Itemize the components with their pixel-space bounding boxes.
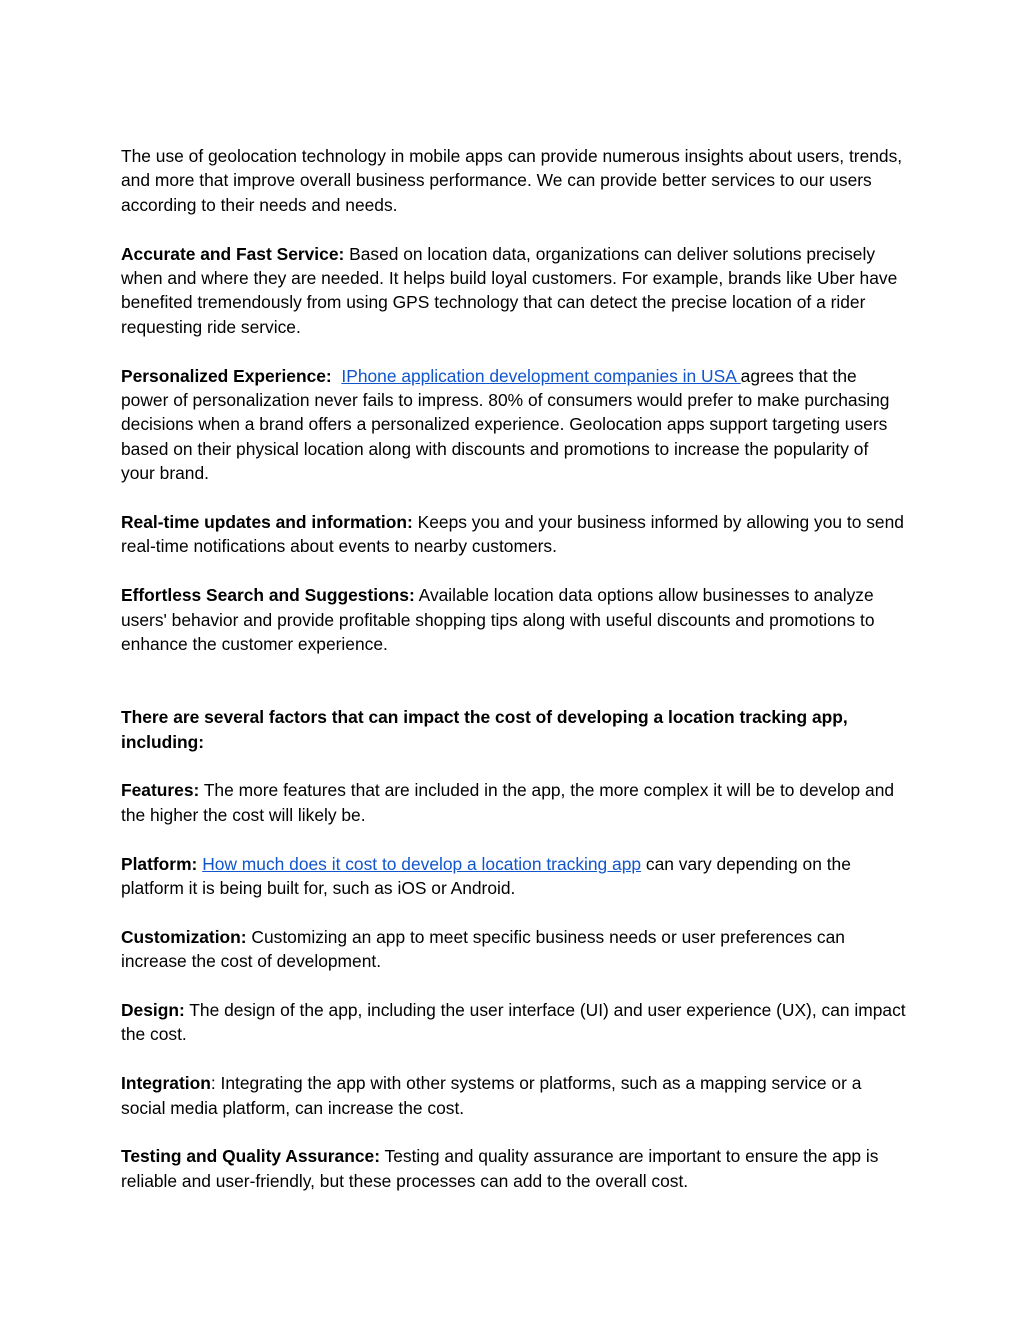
features-paragraph <box>121 778 906 827</box>
accurate-service-text: Based on location data, organizations can deliver solutions precisely when and where they are needed. It helps build loyal customers. For example, brands like Uber have benefited tremendously from using GPS technology that can detect the precise location of a rider requesting ride service. <box>121 243 898 337</box>
realtime-updates-paragraph <box>121 510 906 559</box>
effortless-search-paragraph <box>121 583 906 656</box>
platform-text: can vary depending on the platform it is being built for, such as iOS or Android. <box>121 853 851 899</box>
testing-text: Testing and quality assurance are important to ensure the app is reliable and user-friendly, but these processes can add to the overall cost. <box>121 1146 879 1191</box>
personalized-experience-text: agrees that the power of personalization never fails to impress. 80% of consumers would prefer to make purchasing decisions when a brand offers a personalized experience. Geolocation apps support targeting users based on their physical location along with discounts and promotions to increase the popularity of your brand. <box>121 365 890 484</box>
integration-term: Integration <box>121 1073 211 1094</box>
realtime-updates-term: Real-time updates and information: <box>121 512 413 533</box>
location-app-cost-link[interactable]: How much does it cost to develop a location tracking app <box>202 853 642 874</box>
personalized-experience-paragraph <box>121 364 906 486</box>
realtime-updates-text: Keeps you and your business informed by allowing you to send real-time notifications about events to nearby customers. <box>121 512 904 557</box>
platform-term: Platform: <box>121 853 198 874</box>
integration-paragraph <box>121 1071 906 1120</box>
customization-text: Customizing an app to meet specific business needs or user preferences can increase the cost of development. <box>121 926 845 972</box>
customization-paragraph <box>121 925 906 974</box>
personalized-experience-term: Personalized Experience: <box>121 365 332 386</box>
platform-paragraph <box>121 852 906 901</box>
design-term: Design: <box>121 1000 185 1021</box>
document-page <box>121 144 906 1218</box>
integration-text: : Integrating the app with other systems or platforms, such as a mapping service or a social media platform, can increase the cost. <box>121 1073 862 1118</box>
effortless-search-term: Effortless Search and Suggestions: <box>121 585 415 606</box>
testing-term: Testing and Quality Assurance: <box>121 1146 380 1167</box>
accurate-service-term: Accurate and Fast Service: <box>121 243 345 264</box>
features-text: The more features that are included in the app, the more complex it will be to develop and the higher the cost will likely be. <box>121 780 895 825</box>
design-text: The design of the app, including the user interface (UI) and user experience (UX), can impact the cost. <box>121 1000 906 1045</box>
design-paragraph <box>121 998 906 1047</box>
iphone-companies-link[interactable]: IPhone application development companies in USA <box>341 365 741 386</box>
intro-paragraph: The use of geolocation technology in mobile apps can provide numerous insights about users, trends, and more that improve overall business performance. We can provide better services to our users according to their needs and needs. <box>121 146 903 215</box>
cost-factors-heading: There are several factors that can impact the cost of developing a location tracking app, including: <box>121 707 848 752</box>
customization-term: Customization: <box>121 926 247 947</box>
features-term: Features: <box>121 780 200 801</box>
testing-paragraph <box>121 1144 906 1193</box>
effortless-search-text: Available location data options allow businesses to analyze users' behavior and provide profitable shopping tips along with useful discounts and promotions to enhance the customer experience. <box>121 585 875 655</box>
accurate-service-paragraph <box>121 242 906 340</box>
